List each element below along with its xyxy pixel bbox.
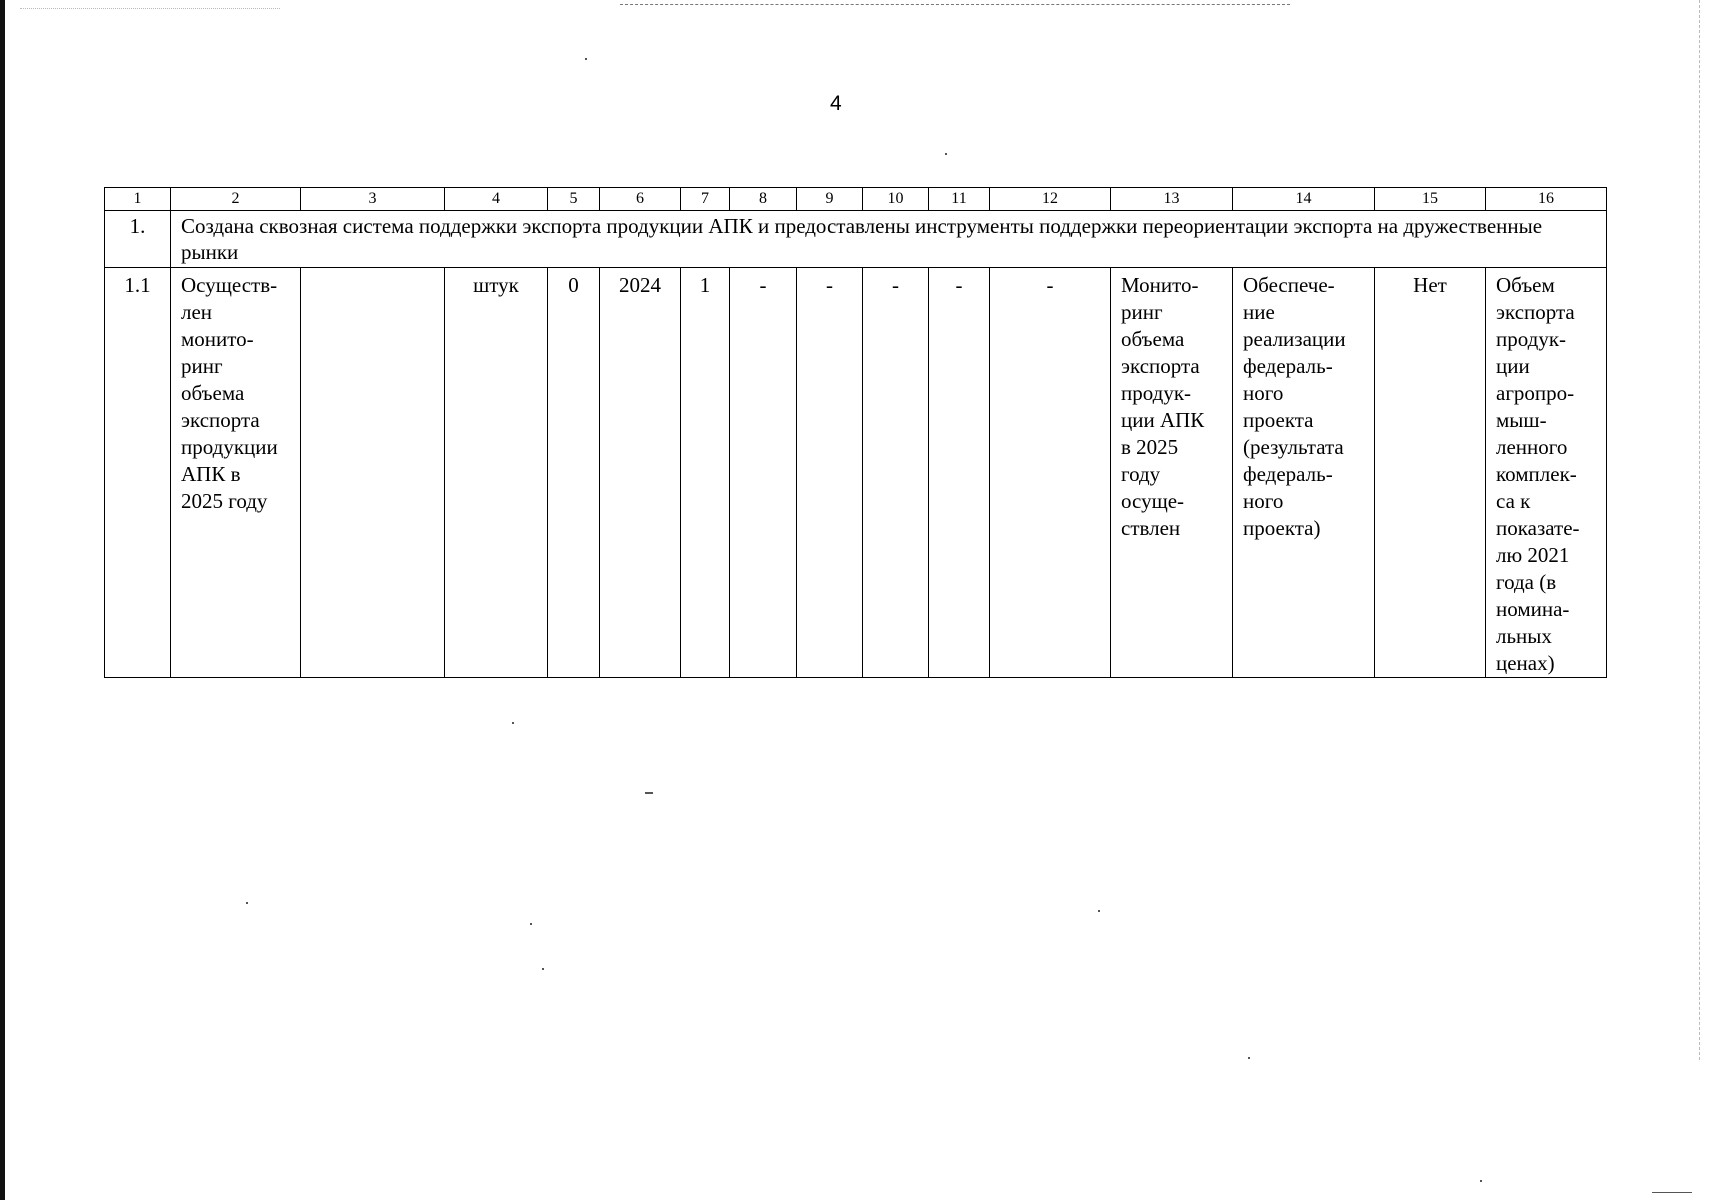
value-cell: 1 [681,268,730,678]
column-number: 10 [863,188,929,211]
column-number-row [105,188,1607,211]
column-number: 3 [301,188,445,211]
column-number: 1 [105,188,171,211]
type-cell: Обеспече- ние реализации федераль- ного проекта (результата федераль- ного проекта) [1233,268,1375,678]
scan-speck [1652,1192,1692,1193]
column-number: 8 [730,188,797,211]
empty-cell [301,268,445,678]
column-number: 7 [681,188,730,211]
base-value-cell: 0 [548,268,600,678]
scan-speck [1480,1180,1482,1182]
section-row [105,211,1607,268]
scan-edge-left [0,0,5,1200]
column-number: 13 [1111,188,1233,211]
characteristic-cell: Монито- ринг объема экспорта продук- ции АПК в 2025 году осуще- ствлен [1111,268,1233,678]
unit-cell: штук [445,268,548,678]
scan-speck [945,153,947,155]
scan-speck [512,722,514,724]
column-number: 6 [600,188,681,211]
scan-speck [585,58,587,60]
value-cell: - [929,268,990,678]
column-number: 14 [1233,188,1375,211]
scan-line-right [1699,0,1700,1060]
base-year-cell: 2024 [600,268,681,678]
scan-speck [1248,1057,1250,1059]
section-title: Создана сквозная система поддержки экспорта продукции АПК и предоставлены инструменты поддержки переориентации экспорта на дружественные рынки [171,211,1607,268]
column-number: 5 [548,188,600,211]
plan-table [104,187,1607,678]
column-number: 11 [929,188,990,211]
column-number: 16 [1486,188,1607,211]
section-number: 1. [105,211,171,268]
column-number: 4 [445,188,548,211]
scan-speck [530,923,532,925]
indicator-link-cell: Объем экспорта продук- ции агропро- мыш- ленного комплек- са к показате- лю 2021 года (в номина- льных ценах) [1486,268,1607,678]
column-number: 2 [171,188,301,211]
column-number: 9 [797,188,863,211]
page-number: 4 [830,92,842,115]
column-number: 15 [1375,188,1486,211]
column-number: 12 [990,188,1111,211]
flag-cell: Нет [1375,268,1486,678]
value-cell: - [797,268,863,678]
result-name-cell: Осуществ- лен монито- ринг объема экспорта продукции АПК в 2025 году [171,268,301,678]
table-row [105,268,1607,678]
row-number-cell: 1.1 [105,268,171,678]
scan-speck [645,792,653,794]
value-cell: - [730,268,797,678]
scan-line-top [620,4,1290,5]
scan-speck [1098,910,1100,912]
scan-line-top-left [20,8,280,9]
value-cell: - [863,268,929,678]
value-cell: - [990,268,1111,678]
scan-speck [542,968,544,970]
scan-speck [246,902,248,904]
